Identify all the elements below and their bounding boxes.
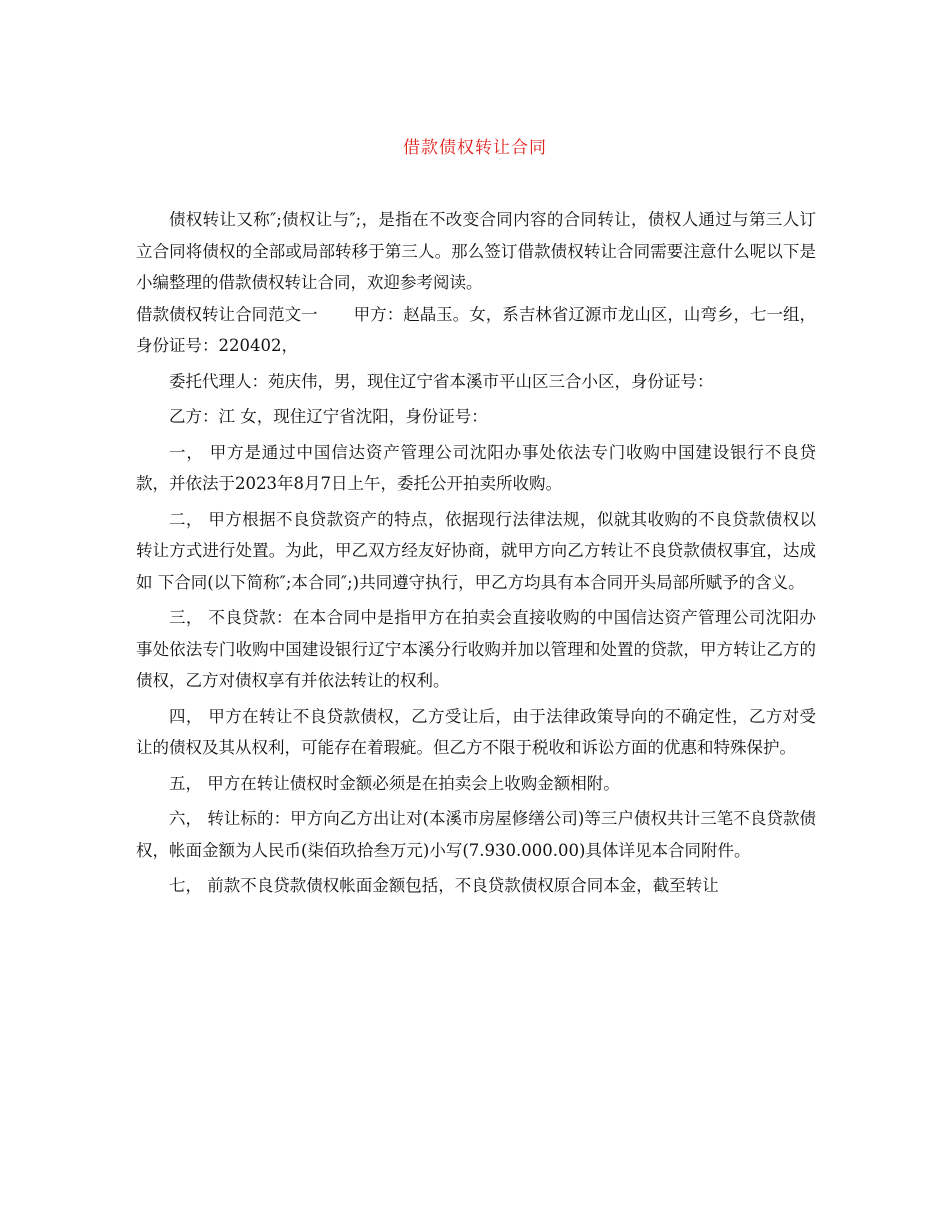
document-body <box>136 204 816 902</box>
clause-2: 二， 甲方根据不良贷款资产的特点，依据现行法律法规，似就其收购的不良贷款债权以转让方式进行处置。为此，甲乙双方经友好协商，就甲方向乙方转让不良贷款债权事宜，达成如 下合同(以下简称″;本合同″;)共同遵守执行，甲乙方均具有本合同开头局部所赋予的含义。 <box>136 509 816 592</box>
document-title: 借款债权转让合同 <box>403 138 547 158</box>
clause-5: 五， 甲方在转让债权时金额必须是在拍卖会上收购金额相附。 <box>169 773 620 793</box>
clause-4: 四， 甲方在转让不良贷款债权，乙方受让后，由于法律政策导向的不确定性，乙方对受让的债权及其从权利，可能存在着瑕疵。但乙方不限于税收和诉讼方面的优惠和特殊保护。 <box>136 706 816 757</box>
clause-6: 六， 转让标的：甲方向乙方出让对(本溪市房屋修缮公司)等三户债权共计三笔不良贷款债权，帐面金额为人民币(柒佰玖拾叁万元)小写(7.930.000.00)具体详见本合同附件。 <box>136 809 816 860</box>
clause-1: 一， 甲方是通过中国信达资产管理公司沈阳办事处依法专门收购中国建设银行不良贷款，并依法于2023年8月7日上午，委托公开拍卖所收购。 <box>136 442 816 493</box>
party-a-paragraph <box>136 299 816 362</box>
clause-3: 三， 不良贷款：在本合同中是指甲方在拍卖会直接收购的中国信达资产管理公司沈阳办事处依法专门收购中国建设银行辽宁本溪分行收购并加以管理和处置的贷款，甲方转让乙方的债权，乙方对债权享有并依法转让的权利。 <box>136 608 816 690</box>
agent-paragraph: 委托代理人：苑庆伟，男，现住辽宁省本溪市平山区三合小区，身份证号： <box>169 371 714 391</box>
sample-heading: 借款债权转让合同范文一 <box>136 304 318 324</box>
party-b-paragraph: 乙方：江 女，现住辽宁省沈阳，身份证号： <box>169 407 488 426</box>
clause-7: 七， 前款不良贷款债权帐面金额包括，不良贷款债权原合同本金，截至转让 <box>169 876 719 895</box>
party-a-text: 甲方：赵晶玉。女，系吉林省辽源市龙山区，山弯乡，七一组，身份证号：220402， <box>136 304 817 355</box>
intro-paragraph: 债权转让又称″;债权让与″;，是指在不改变合同内容的合同转让，债权人通过与第三人订立合同将债权的全部或局部转移于第三人。那么签订借款债权转让合同需要注意什么呢以下是小编整理的借款债权转让合同，欢迎参考阅读。 <box>136 210 816 292</box>
